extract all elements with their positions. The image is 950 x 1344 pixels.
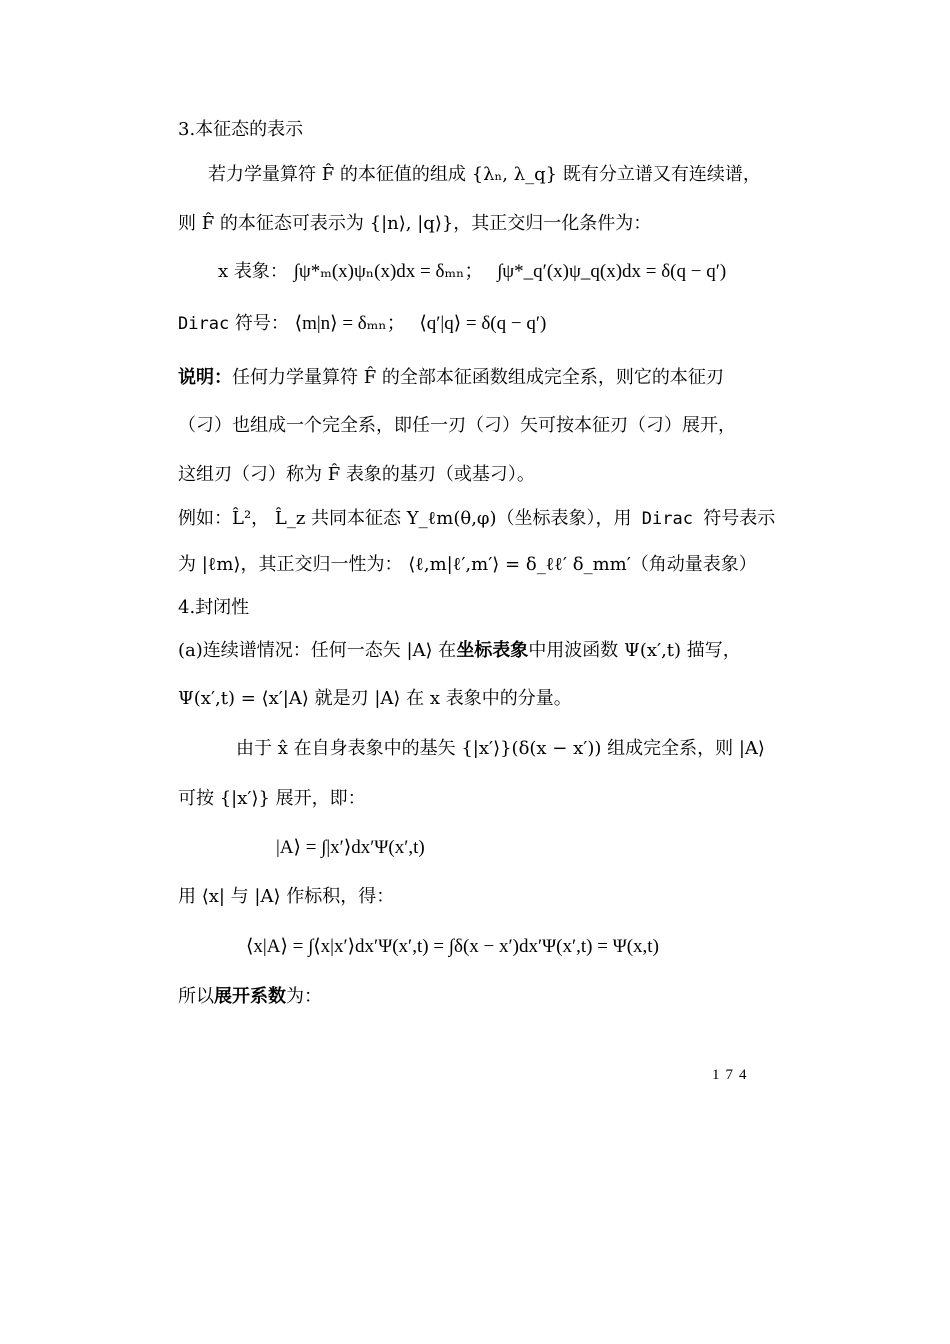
note-paragraph-line-3: 这组刃（刁）称为 F̂ 表象的基刃（或基刁）。 (178, 464, 535, 485)
expansion-coefficient-line (178, 985, 322, 1009)
example-dirac-word: Dirac (631, 509, 704, 529)
dirac-label: Dirac (178, 314, 230, 334)
dirac-label-suffix: 符号： (229, 313, 289, 334)
paragraph-eigenstate-representation: 则 F̂ 的本征态可表示为 {|n⟩, |q⟩}，其正交归一化条件为： (178, 213, 652, 234)
note-paragraph-line-2: （刁）也组成一个完全系，即任一刃（刁）矢可按本征刃（刁）展开， (178, 415, 736, 436)
x-representation-row (218, 260, 726, 284)
ket-expansion-equation: |A⟩ = ∫|x′⟩dx′Ψ(x′,t) (276, 837, 425, 858)
page-number: 174 (712, 1067, 753, 1083)
example-text-1a: 例如：L̂²， L̂_z 共同本征态 Y_ℓm(θ,φ)（坐标表象），用 (178, 508, 632, 529)
scalar-product-intro-line: 用 ⟨x| 与 |A⟩ 作标积，得： (178, 886, 395, 907)
note-paragraph-line-1 (178, 366, 724, 390)
x-representation-label: x 表象： (218, 261, 288, 282)
dirac-continuous-equation: ⟨q′|q⟩ = δ(q − q′) (419, 313, 547, 334)
note-text-1: 任何力学量算符 F̂ 的全部本征函数组成完全系，则它的本征刃 (232, 367, 724, 388)
expansion-text-a: 所以 (178, 986, 214, 1007)
continuous-spectrum-paragraph (178, 639, 741, 663)
section-4-title: 4.封闭性 (178, 597, 250, 618)
scalar-product-equation: ⟨x|A⟩ = ∫⟨x|x′⟩dx′Ψ(x′,t) = ∫δ(x − x′)dx′Ψ(x′,t) = Ψ(x,t) (246, 936, 659, 957)
basis-completeness-line: 由于 x̂ 在自身表象中的基矢 {|x′⟩}(δ(x − x′)) 组成完全系，则 |A⟩ (236, 738, 765, 759)
dirac-discrete-equation: ⟨m|n⟩ = δₘₙ； (294, 313, 406, 334)
example-text-1b: 符号表示 (703, 508, 776, 529)
x-orthonormal-discrete-equation: ∫ψ*ₘ(x)ψₙ(x)dx = δₘₙ； (293, 261, 484, 282)
paragraph-eigenvalue-spectrum: 若力学量算符 F̂ 的本征值的组成 {λₙ, λ_q} 既有分立谱又有连续谱， (208, 164, 761, 185)
continuous-text-a: (a)连续谱情况：任何一态矢 |A⟩ 在 (178, 640, 457, 661)
example-line-1 (178, 507, 775, 531)
note-label: 说明： (178, 367, 232, 388)
x-orthonormal-continuous-equation: ∫ψ*_q′(x)ψ_q(x)dx = δ(q − q′) (497, 261, 727, 282)
expansion-intro-line: 可按 {|x′⟩} 展开，即： (178, 788, 366, 809)
expansion-text-b: 为： (286, 986, 322, 1007)
continuous-text-b: 中用波函数 Ψ(x′,t) 描写， (528, 640, 741, 661)
example-line-2: 为 |ℓm⟩，其正交归一性为： ⟨ℓ,m|ℓ′,m′⟩ = δ_ℓℓ′ δ_mm′（角动量表象） (178, 554, 757, 575)
expansion-coefficient-emphasis: 展开系数 (214, 986, 286, 1007)
dirac-notation-row (178, 312, 546, 336)
coordinate-representation-emphasis: 坐标表象 (456, 640, 529, 661)
wavefunction-component-line: Ψ(x′,t) = ⟨x′|A⟩ 就是刃 |A⟩ 在 x 表象中的分量。 (178, 688, 572, 709)
section-3-title: 3.本征态的表示 (178, 119, 304, 140)
